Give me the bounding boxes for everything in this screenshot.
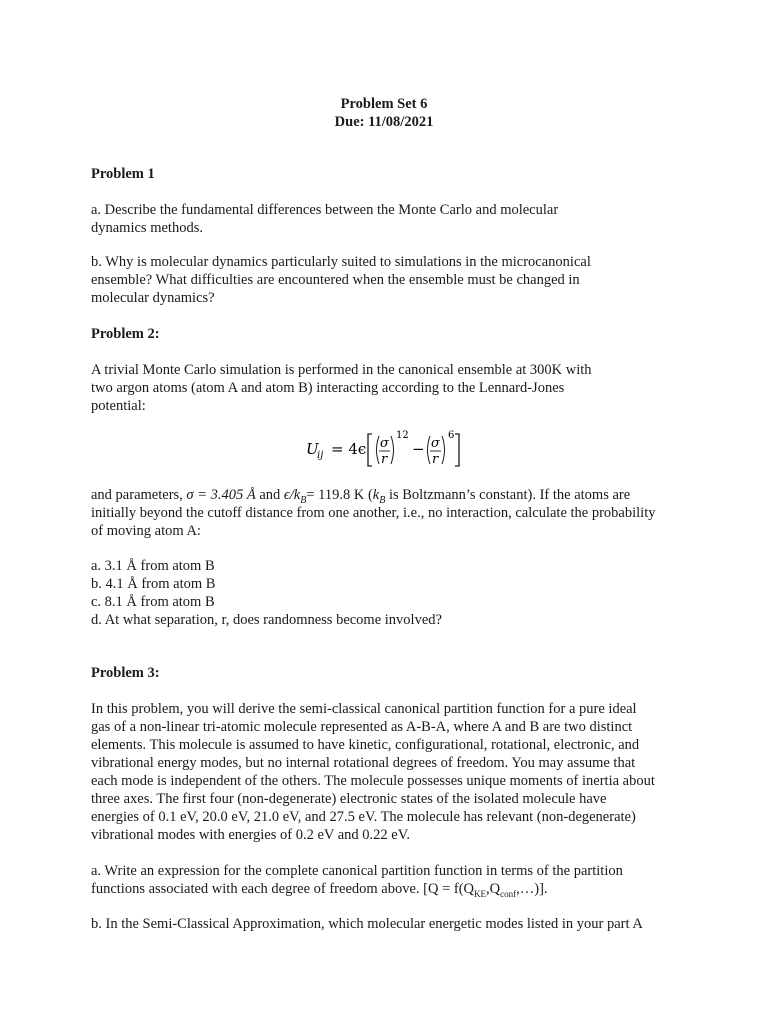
eq-paren-right-1 xyxy=(391,436,394,464)
params-eps: ϵ/k xyxy=(283,487,301,503)
eq-exp-12: 12 xyxy=(396,430,409,441)
problem2-params-line2: initially beyond the cutoff distance from one another, i.e., no interaction, calculate the probability xyxy=(91,505,656,521)
eq-paren-right-2 xyxy=(442,436,445,464)
problem3-para-line1: In this problem, you will derive the semi-classical canonical partition function for a pure ideal xyxy=(91,701,637,717)
params-text-3: = 119.8 K ( xyxy=(306,487,373,503)
problem3-a-line2 xyxy=(91,880,548,903)
params-kb: k xyxy=(372,487,380,503)
params-eps-sub: B xyxy=(300,494,307,506)
problem3-b-line1: b. In the Semi-Classical Approximation, which molecular energetic modes listed in your part A xyxy=(91,916,643,932)
problem1-b-line1: b. Why is molecular dynamics particularly suited to simulations in the microcanonical xyxy=(91,254,591,270)
eq-sigma-1: σ xyxy=(380,436,389,451)
eq-minus: − xyxy=(412,440,425,458)
eq-r-1: r xyxy=(381,452,388,467)
problem3-heading: Problem 3: xyxy=(91,665,160,681)
problem2-intro-line2: two argon atoms (atom A and atom B) interacting according to the Lennard-Jones xyxy=(91,380,565,396)
params-text-4: is Boltzmann’s constant). If the atoms are xyxy=(385,487,631,503)
a-line2-sub-ke: KE xyxy=(474,888,487,899)
eq-paren-left-2 xyxy=(428,436,431,464)
problem3-para-line7: energies of 0.1 eV, 20.0 eV, 21.0 eV, and 27.5 eV. The molecule has relevant (non-degenerate) xyxy=(91,809,636,825)
problem3-para-line6: three axes. The first four (non-degenerate) electronic states of the isolated molecule have xyxy=(91,791,607,807)
params-sigma: σ = 3.405 Å xyxy=(186,487,256,503)
eq-lhs-sub: ij xyxy=(317,450,324,461)
problem1-a-line1: a. Describe the fundamental differences between the Monte Carlo and molecular xyxy=(91,202,559,218)
problem1-heading: Problem 1 xyxy=(91,166,155,182)
a-line2-text-2: ,Q xyxy=(486,881,501,897)
problem2-intro-line1: A trivial Monte Carlo simulation is performed in the canonical ensemble at 300K with xyxy=(91,362,592,378)
problem3-para-line5: each mode is independent of the others. The molecule possesses unique moments of inertia about xyxy=(91,773,655,789)
problem2-heading: Problem 2: xyxy=(91,326,160,342)
a-line2-text-1: functions associated with each degree of freedom above. [Q = f(Q xyxy=(91,881,475,897)
a-line2-sub-conf: conf xyxy=(500,888,517,899)
lennard-jones-equation xyxy=(300,426,500,474)
problem3-para-line8: vibrational modes with energies of 0.2 eV and 0.22 eV. xyxy=(91,827,410,843)
eq-exp-6: 6 xyxy=(448,430,455,441)
eq-equals: = 4ϵ xyxy=(331,440,367,458)
params-text-1: and parameters, xyxy=(91,487,187,503)
problem1-a-line2: dynamics methods. xyxy=(91,220,203,236)
problem2-item-d: d. At what separation, r, does randomness become involved? xyxy=(91,612,442,628)
problem2-item-a: a. 3.1 Å from atom B xyxy=(91,558,215,574)
problem3-para-line3: elements. This molecule is assumed to have kinetic, configurational, rotational, electronic, and xyxy=(91,737,640,753)
params-kb-sub: B xyxy=(379,494,386,506)
params-text-2: and xyxy=(255,487,284,503)
problem1-b-line3: molecular dynamics? xyxy=(91,290,215,306)
problem2-item-c: c. 8.1 Å from atom B xyxy=(91,594,215,610)
due-date: Due: 11/08/2021 xyxy=(334,114,434,130)
a-line2-text-3: ,…)]. xyxy=(516,881,548,897)
problem3-para-line2: gas of a non-linear tri-atomic molecule represented as A-B-A, where A and B are two distinct xyxy=(91,719,633,735)
eq-left-bracket xyxy=(368,434,372,466)
eq-sigma-2: σ xyxy=(431,436,440,451)
eq-r-2: r xyxy=(432,452,439,467)
problem2-item-b: b. 4.1 Å from atom B xyxy=(91,576,216,592)
problem1-b-line2: ensemble? What difficulties are encountered when the ensemble must be changed in xyxy=(91,272,580,288)
eq-right-bracket xyxy=(455,434,459,466)
eq-paren-left-1 xyxy=(377,436,380,464)
problem3-a-line1: a. Write an expression for the complete canonical partition function in terms of the partition xyxy=(91,863,623,879)
problem2-params-line3: of moving atom A: xyxy=(91,523,201,539)
eq-lhs: U xyxy=(306,440,319,458)
page-title: Problem Set 6 xyxy=(340,96,428,112)
problem2-intro-line3: potential: xyxy=(91,398,146,414)
problem3-para-line4: vibrational energy modes, but no internal rotational degrees of freedom. You may assume that xyxy=(91,755,636,771)
